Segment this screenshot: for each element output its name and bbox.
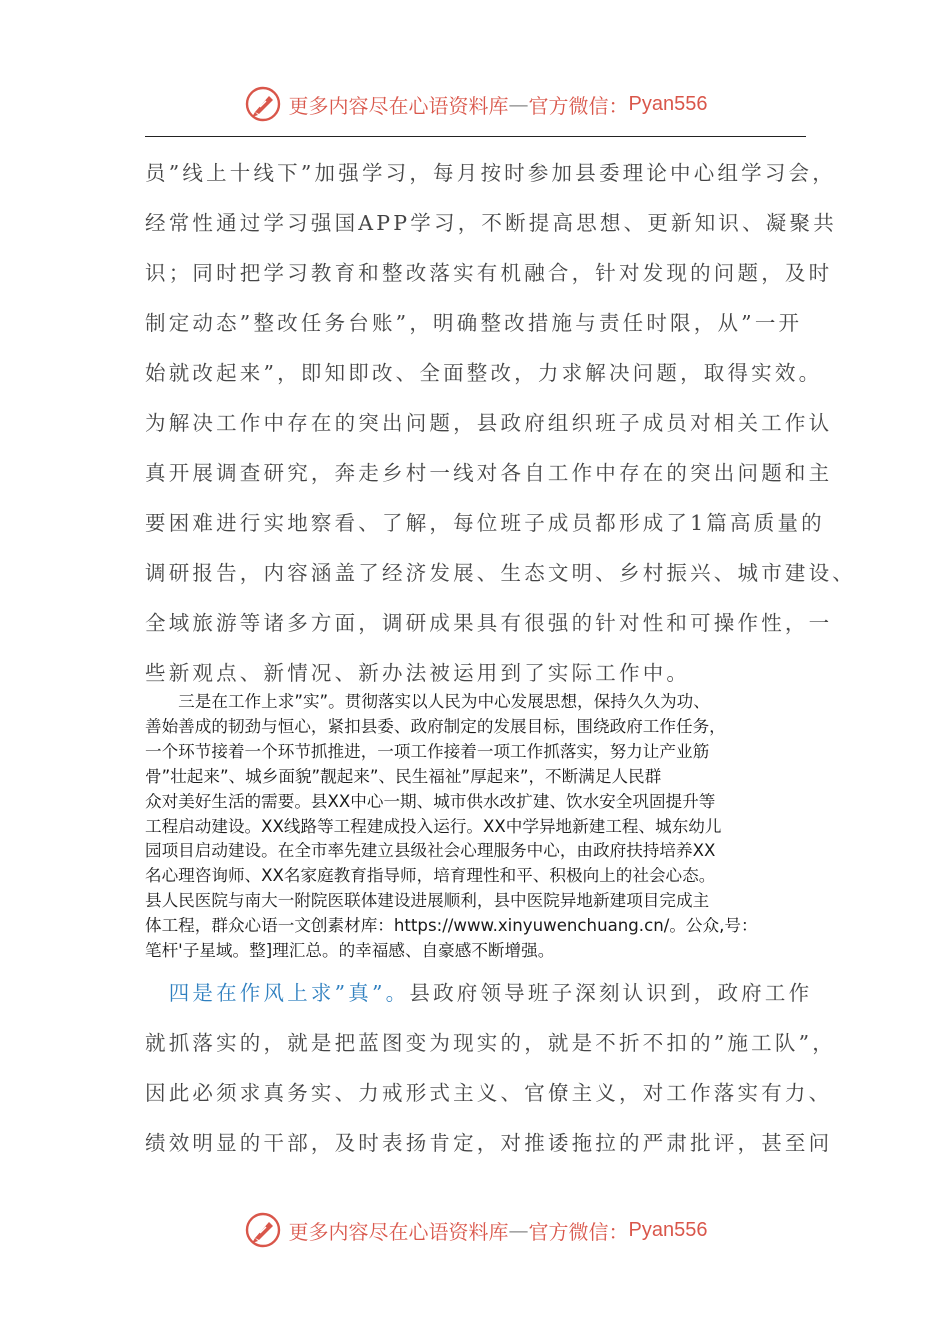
- text-line: 就抓落实的，就是把蓝图变为现实的，就是不折不扣的”施工队”，: [145, 1031, 836, 1055]
- text-line: 三是在工作上求”实”。贯彻落实以人民为中心发展思想，保持久久为功、: [145, 692, 710, 711]
- text-line: 工程启动建设。XX线路等工程建成投入运行。XX中学异地新建工程、城东幼儿: [145, 816, 722, 836]
- section-four-heading: 四是在作风上求”真”。: [168, 981, 410, 1005]
- section-four-first-line: [145, 968, 836, 1018]
- footer-dash: —: [508, 1218, 529, 1242]
- text-line: 识；同时把学习教育和整改落实有机融合，针对发现的问题，及时: [145, 261, 833, 285]
- text-line: 名心理咨询师、XX名家庭教育指导师，培育理性和平、积极向上的社会心态。: [145, 866, 716, 886]
- text-line: 骨”壮起来”、城乡面貌”靓起来”、民生福祉”厚起来”，不断满足人民群: [145, 766, 662, 786]
- pen-nib-logo-icon: [243, 84, 283, 124]
- section-three-paragraph: [145, 690, 815, 964]
- header-divider: [145, 136, 806, 137]
- header-banner: [0, 82, 950, 126]
- footer-banner: [0, 1208, 950, 1252]
- pen-nib-logo-icon: [243, 1210, 283, 1250]
- text-line: 些新观点、新情况、新办法被运用到了实际工作中。: [145, 661, 691, 685]
- text-line: 绩效明显的干部，及时表扬肯定，对推诿拖拉的严肃批评，甚至问: [145, 1131, 833, 1155]
- text-line: 制定动态”整改任务台账”，明确整改措施与责任时限，从”一开: [145, 311, 803, 335]
- header-brand: 更多内容尽在心语资料库: [288, 93, 509, 118]
- section-four-first-rest: 县政府领导班子深刻认识到，政府工作: [409, 981, 813, 1005]
- text-line: 众对美好生活的需要。县XX中心一期、城市供水改扩建、饮水安全巩固提升等: [145, 791, 716, 811]
- footer-brand: 更多内容尽在心语资料库: [288, 1219, 509, 1244]
- text-line: 善始善成的韧劲与恒心，紧扣县委、政府制定的发展目标，围绕政府工作任务，: [145, 716, 726, 736]
- text-line: 全域旅游等诸多方面，调研成果具有很强的针对性和可操作性，一: [145, 611, 833, 635]
- header-wechat-id: Pyan556: [628, 92, 708, 115]
- body-top-paragraph: [145, 148, 856, 698]
- section-four-paragraph: [145, 968, 836, 1168]
- text-line: 为解决工作中存在的突出问题，县政府组织班子成员对相关工作认: [145, 411, 833, 435]
- text-line: 真开展调查研究，奔走乡村一线对各自工作中存在的突出问题和主: [145, 461, 833, 485]
- text-line: 体工程，群众心语一文创素材库：https://www.xinyuwenchuang.cn/。公众,号：: [145, 916, 758, 936]
- text-line: 笔杆'子星域。整]理汇总。的幸福感、自豪感不断增强。: [145, 941, 555, 961]
- text-line: 园项目启动建设。在全市率先建立县级社会心理服务中心，由政府扶持培养XX: [145, 841, 716, 861]
- text-line: 经常性通过学习强国APP学习，不断提高思想、更新知识、凝聚共: [145, 211, 837, 235]
- text-line: 县人民医院与南大一附院医联体建设进展顺利，县中医院异地新建项目完成主: [145, 891, 710, 911]
- header-wechat-label: 官方微信：: [528, 93, 629, 118]
- text-line: 员”线上十线下”加强学习，每月按时参加县委理论中心组学习会，: [145, 161, 836, 185]
- text-line: 要困难进行实地察看、了解，每位班子成员都形成了1篇高质量的: [145, 511, 825, 535]
- text-line: 因此必须求真务实、力戒形式主义、官僚主义，对工作落实有力、: [145, 1081, 833, 1105]
- footer-wechat-label: 官方微信：: [528, 1219, 629, 1244]
- header-dash: —: [508, 92, 529, 116]
- footer-wechat-id: Pyan556: [628, 1218, 708, 1241]
- text-line: 调研报告，内容涵盖了经济发展、生态文明、乡村振兴、城市建设、: [145, 561, 856, 585]
- text-line: 始就改起来”，即知即改、全面整改，力求解决问题，取得实效。: [145, 361, 823, 385]
- text-line: 一个环节接着一个环节抓推进，一项工作接着一项工作抓落实，努力让产业筋: [145, 741, 710, 761]
